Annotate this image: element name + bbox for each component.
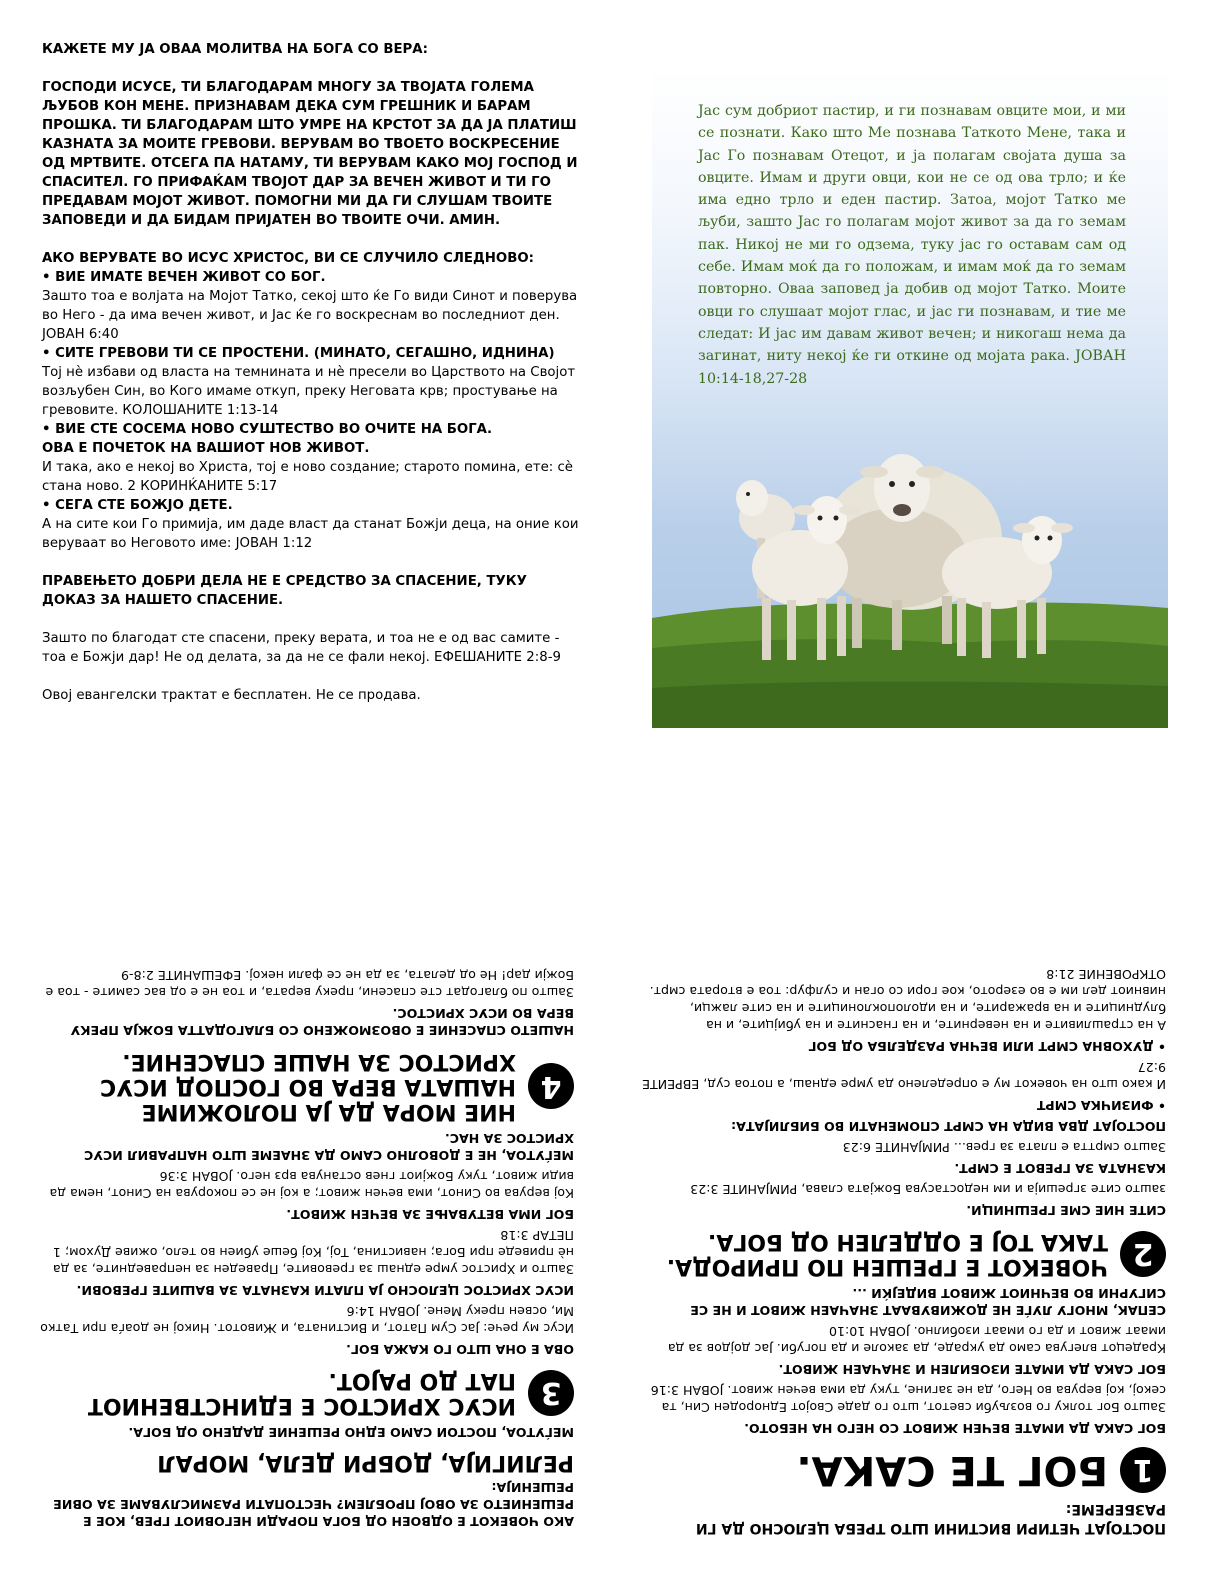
- sheep-photo-panel: [652, 68, 1168, 728]
- prayer-panel: [42, 40, 582, 724]
- truth-3-line-6: Кој верува во Синот, има вечен живот; а кој не се покорува на Синот, нема да види живот, туку Божјиот гнев останува врз него. ЈОВАН 3:36: [49, 1169, 574, 1201]
- truth-2-line-3: КАЗНАТА ЗА ГРЕВОТ Е СМРТ.: [954, 1161, 1166, 1176]
- assurance-3-subheading: ОВА Е ПОЧЕТОК НА ВАШИОТ НОВ ЖИВОТ.: [42, 441, 370, 456]
- truth-2-line-7: И како што на човекот му е определено да умре еднаш, а потоа суд, ЕВРЕИТЕ 9:27: [642, 1060, 1166, 1092]
- truth-3-number: 3: [528, 1370, 574, 1416]
- truth-1-title: БОГ ТЕ САКА.: [796, 1447, 1108, 1493]
- assurance-4-text: А на сите кои Го примија, им даде власт да станат Божји деца, на оние кои веруваат во Неговото име: ЈОВАН 1:12: [42, 517, 579, 551]
- truth-3-line-3: ИСУС ХРИСТОС ЦЕЛОСНО ЈА ПЛАТИ КАЗНАТА ЗА ВАШИТЕ ГРЕВОВИ.: [76, 1283, 574, 1298]
- assurance-2-heading: • СИТЕ ГРЕВОВИ ТИ СЕ ПРОСТЕНИ. (МИНАТО, СЕГАШНО, ИДНИНА): [42, 346, 555, 361]
- assurance-3-text: И така, ако е некој во Христа, тој е ново создание; старото помина, ете: сè стана ново. 2 КОРИНЌАНИТЕ 5:17: [42, 460, 573, 494]
- prayer-intro: КАЖЕТЕ МУ ЈА ОВАА МОЛИТВА НА БОГА СО ВЕРА:: [42, 42, 428, 57]
- truth-3-title: ИСУС ХРИСТОС Е ЕДИНСТВЕНИОТ ПАТ ДО РАЈОТ.: [87, 1368, 516, 1418]
- truth-1-heading: [636, 1447, 1166, 1493]
- good-works-text: Зашто по благодат сте спасени, преку верата, и тоа не е од вас самите - тоа е Божји дар! Не од делата, за да не се фали некој. ЕФЕШАНИТЕ 2:8-9: [42, 631, 561, 665]
- solution-intro: АКО ЧОВЕКОТ Е ОДВОЕН ОД БОГА ПОРАДИ НЕГОВИОТ ГРЕВ, КОЕ Е РЕШЕНИЕТО ЗА ОВОЈ ПРОБЛЕМ? ЧЕСТОПАТИ РАЗМИСЛУВАМЕ ЗА ОВИЕ РЕШЕНИЈА:: [53, 1480, 574, 1529]
- truth-2-line-6: • ФИЗИЧКА СМРТ: [1036, 1098, 1166, 1113]
- truth-2-title: ЧОВЕКОТ Е ГРЕШЕН ПО ПРИРОДА. ТАКА ТОЈ Е ОДДЕЛЕН ОД БОГА.: [666, 1229, 1108, 1279]
- truth-4-heading: [38, 1049, 574, 1124]
- truth-2-number: 2: [1120, 1231, 1166, 1277]
- good-works-heading: ПРАВЕЊЕТО ДОБРИ ДЕЛА НЕ Е СРЕДСТВО ЗА СПАСЕНИЕ, ТУКУ ДОКАЗ ЗА НАШЕТО СПАСЕНИЕ.: [42, 574, 527, 608]
- common-solutions: РЕЛИГИЈА, ДОБРИ ДЕЛА, МОРАЛ: [157, 1450, 574, 1475]
- free-tract-note: Овој евангелски трактат е бесплатен. Не се продава.: [42, 688, 421, 703]
- truth-1-line-5: СЕПАК, МНОГУ ЛУЃЕ НЕ ДОЖИВУВААТ ЗНАЧАЕН ЖИВОТ И НЕ СЕ СИГУРНИ ВО ВЕЧНИОТ ЖИВОТ ВИДЕЈЌИ ...: [690, 1286, 1166, 1318]
- truth-2-line-1: СИТЕ НИЕ СМЕ ГРЕШНИЦИ.: [966, 1203, 1166, 1218]
- truth-2-line-5: ПОСТОЈАТ ДВА ВИДА НА СМРТ СПОМЕНАТИ ВО БИБЛИЈАТА:: [731, 1119, 1166, 1134]
- assurance-2-text: Тој нè избави од власта на темнината и нè пресели во Царството на Својот возљубен Син, во Кого имаме откуп, преку Неговата крв; простување на гревовите. КОЛОШАНИТЕ 1:13-14: [42, 365, 576, 418]
- truth-2-line-2: зашто сите згрешија и им недостасува Божјата слава, РИМЈАНИТЕ 3:23: [690, 1182, 1166, 1197]
- truth-3-heading: [38, 1368, 574, 1418]
- truth-2-line-9: А на страшливите и на неверните, и на гнасните и на убијците, и на блудниците и на вражарите, и на идолопоклониците и на сите лажци, нивниот дел им е во езерото, кое гори со оган и сулфур: тоа е втората смрт. ОТКРОВЕНИЕ 21:8: [649, 967, 1166, 1033]
- assurance-heading: АКО ВЕРУВАТЕ ВО ИСУС ХРИСТОС, ВИ СЕ СЛУЧИЛО СЛЕДНОВО:: [42, 251, 534, 266]
- prayer-text: ГОСПОДИ ИСУСЕ, ТИ БЛАГОДАРАМ МНОГУ ЗА ТВОЈАТА ГОЛЕМА ЉУБОВ КОН МЕНЕ. ПРИЗНАВАМ ДЕКА СУМ ГРЕШНИК И БАРАМ ПРОШКА. ТИ БЛАГОДАРАМ ШТО УМРЕ НА КРСТОТ ЗА ДА ЈА ПЛАТИШ КАЗНАТА ЗА МОИТЕ ГРЕВОВИ. ВЕРУВАМ ВО ТВОЕТО ВОСКРЕСЕНИЕ ОД МРТВИТЕ. ОТСЕГА ПА НАТАМУ, ТИ ВЕРУВАМ КАКО МОЈ ГОСПОД И СПАСИТЕЛ. ГО ПРИФАЌАМ ТВОЈОТ ДАР ЗА ВЕЧЕН ЖИВОТ И ТИ ГО ПРЕДАВАМ МОЈОТ ЖИВОТ. ПОМОГНИ МИ ДА ГИ СЛУШАМ ТВОИТЕ ЗАПОВЕДИ И ДА БИДАМ ПРИЈАТЕН ВО ТВОИТЕ ОЧИ. АМИН.: [42, 80, 578, 228]
- assurance-1-text: Зашто тоа е волјата на Мојот Татко, секој што ќе Го види Синот и поверува во Него - да има вечен живот, и Јас ќе го воскреснам во последниот ден. ЈОВАН 6:40: [42, 289, 578, 342]
- four-truths-intro: ПОСТОЈАТ ЧЕТИРИ ВИСТИНИ ШТО ТРЕБА ЦЕЛОСНО ДА ГИ РАЗБЕРЕМЕ:: [695, 1501, 1166, 1536]
- truth-4-line-1: НАШЕТО СПАСЕНИЕ Е ОВОЗМОЖЕНО СО БЛАГОДАТТА БОЖЈА ПРЕКУ ВЕРА ВО ИСУС ХРИСТОС.: [70, 1006, 574, 1038]
- one-solution: МЕЃУТОА, ПОСТОИ САМО ЕДНО РЕШЕНИЕ ДАДЕНО ОД БОГА.: [128, 1425, 574, 1440]
- sheep-illustration: [652, 448, 1168, 728]
- truth-1-line-3: БОГ САКА ДА ИМАТЕ ИЗОБИЛЕН И ЗНАЧАЕН ЖИВОТ.: [778, 1362, 1166, 1377]
- truth-1-line-1: БОГ САКА ДА ИМАТЕ ВЕЧЕН ЖИВОТ СО НЕГО НА НЕБОТО.: [744, 1421, 1166, 1436]
- assurance-4-heading: • СЕГА СТЕ БОЖЈО ДЕТЕ.: [42, 498, 233, 513]
- truth-1-number: 1: [1120, 1447, 1166, 1493]
- truth-2-line-4: Зашто смртта е плата за грев... РИМЈАНИТЕ 6:23: [842, 1140, 1166, 1155]
- truth-4-number: 4: [528, 1064, 574, 1110]
- truths-1-2-panel: [636, 832, 1166, 1537]
- sheep-photo: [652, 68, 1168, 728]
- truths-3-4-panel: [38, 822, 574, 1530]
- assurance-1-heading: • ВИЕ ИМАТЕ ВЕЧЕН ЖИВОТ СО БОГ.: [42, 270, 326, 285]
- truth-4-title: НИЕ МОРА ДА ЈА ПОЛОЖИМЕ НАШАТА ВЕРА ВО ГОСПОД ИСУС ХРИСТОС ЗА НАШЕ СПАСЕНИЕ.: [100, 1049, 516, 1124]
- assurance-3-heading: • ВИЕ СТЕ СОСЕМА НОВО СУШТЕСТВО ВО ОЧИТЕ НА БОГА.: [42, 422, 493, 437]
- truth-4-line-2: Зашто по благодат сте спасени, преку верата, и тоа не е од вас самите - тоа е Божји дар! Не од делата, за да не се фали некој. ЕФЕШАНИТЕ 2:8-9: [45, 968, 574, 1000]
- truth-3-line-4: Зашто и Христос умре еднаш за гревовите, Праведен за неправедните, за да нè приведе при Бога; навистина, Тој, Кој беше убиен во тело, оживе Духом; 1 ПЕТАР 3:18: [52, 1228, 574, 1277]
- truth-1-line-4: Крадецот влегува само да украде, да заколе и да погуби. Јас дојдов за да имаат живот и да го имаат изобилно. ЈОВАН 10:10: [667, 1324, 1166, 1356]
- truth-3-line-5: БОГ ИМА ВЕТУВАЊЕ ЗА ВЕЧЕН ЖИВОТ.: [286, 1207, 574, 1222]
- assurance-list: [42, 249, 582, 553]
- truth-3-line-2: Исус му рече: Јас Сум Патот, и Вистината, и Животот. Никој не доаѓа при Татко Ми, освен преку Мене. ЈОВАН 14:6: [40, 1304, 574, 1336]
- truth-2-line-8: • ДУХОВНА СМРТ ИЛИ ВЕЧНА РАЗДЕЛБА ОД БОГ: [808, 1039, 1166, 1054]
- truth-1-line-2: Зашто Бог толку го возљуби светот, што го даде Својот Еднороден Син, та секој, кој верува во Него, да не загине, туку да има вечен живот. ЈОВАН 3:16: [650, 1383, 1166, 1415]
- truth-2-heading: [636, 1229, 1166, 1279]
- truth-3-line-7: МЕЃУТОА, НЕ Е ДОВОЛНО САМО ДА ЗНАЕМЕ ШТО НАПРАВИЛ ИСУС ХРИСТОС ЗА НАС.: [84, 1131, 574, 1163]
- john-10-verse: Јас сум добриот пастир, и ги познавам овците мои, и ми се познати. Како што Ме познава Таткото Мене, така и Јас Го познавам Отецот, и ја полагам својата душа за овците. Имам и други овци, кои не се од ова трло; и ќе има едно трло и еден пастир. Затоа, мојот Татко ме љуби, зашто Јас го полагам мојот живот за да го земам пак. Никој не ми го одзема, туку јас го оставам сам од себе. Имам моќ да го положам, и имам моќ да го земам повторно. Оваа заповед ја добив од мојот Татко. Моите овци го слушаат мојот глас, и јас ги познавам, и тие ме следат: И јас им давам живот вечен; и никогаш нема да загинат, ниту некој ќе ги откине од мојата рака. ЈОВАН 10:14-18,27-28: [698, 103, 1126, 387]
- truth-3-line-1: ОВА Е ОНА ШТО ГО КАЖА БОГ.: [346, 1342, 574, 1357]
